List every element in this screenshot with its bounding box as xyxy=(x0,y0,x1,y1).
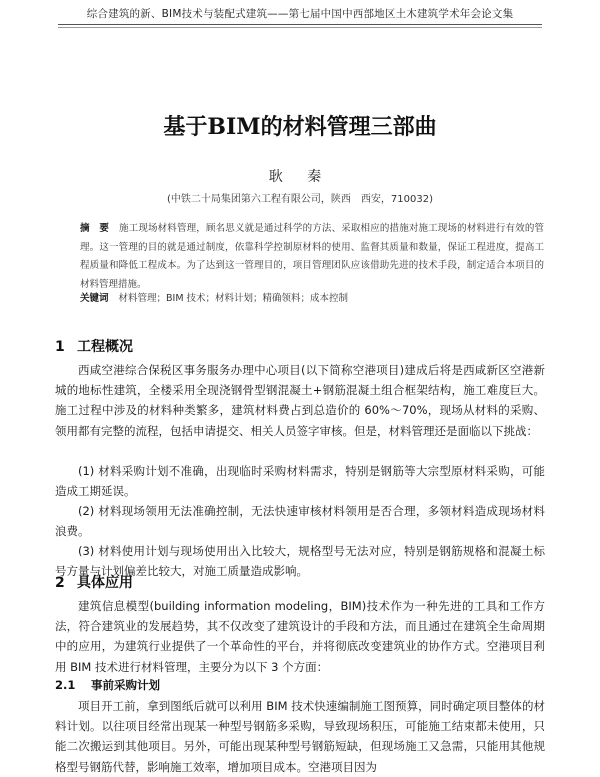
header-rule-secondary xyxy=(58,27,542,28)
subsection-2-1-paragraph: 项目开工前，拿到图纸后就可以利用 BIM 技术快速编制施工图预算，同时确定项目整体的材料计划。以往项目经常出现某一种型号钢筋多采购，导致现场积压，可能施工结束都未使用，只能二次搬运到其他项目。另外，可能出现某种型号钢筋短缺，但现场施工又急需，只能用其他规格型号钢筋代替，影响施工效率，增加项目成本。空港项目因为 xyxy=(55,699,545,774)
section-2-paragraph-1: 建筑信息模型(building information modeling，BIM)技术作为一种先进的工具和工作方法，符合建筑业的发展趋势，其不仅改变了建筑设计的手段和方法，而且通过在建筑全生命周期中的应用，为建筑行业提供了一个革命性的平台，并将彻底改变建筑业的协作方式。空港项目利用 BIM 技术进行材料管理，主要分为以下 3 个方面： xyxy=(55,599,545,674)
abstract-text: 施工现场材料管理，顾名思义就是通过科学的方法、采取相应的措施对施工现场的材料进行有效的管理。这一管理的目的就是通过制度，依靠科学控制原材料的使用、监督其质量和数量，保证工程进度，提高工程质量和降低工程成本。为了达到这一管理目的，项目管理团队应该借助先进的技术手段，制定适合本项目的材料管理措施。 xyxy=(80,223,544,290)
keywords-label: 关键词 xyxy=(80,293,109,304)
section-2-title: 具体应用 xyxy=(77,575,133,591)
keywords xyxy=(80,290,544,308)
subsection-2-1-title: 事前采购计划 xyxy=(91,678,160,692)
section-2-heading xyxy=(55,572,133,592)
section-1-title: 工程概况 xyxy=(77,339,133,355)
section-1-paragraph-1: 西咸空港综合保税区事务服务办理中心项目(以下简称空港项目)建成后将是西咸新区空港新城的地标性建筑，全楼采用全现浇钢骨型钢混凝土+钢筋混凝土组合框架结构，施工难度巨大。施工过程中涉及的材料种类繁多，建筑材料费占到总造价的 60%～70%，现场从材料的采购、领用都有完整的流程，包括申请提交、相关人员签字审核。但是，材料管理还是面临以下挑战： xyxy=(55,363,545,438)
running-head: 综合建筑的新、BIM技术与装配式建筑——第七届中国中西部地区土木建筑学术年会论文集 xyxy=(86,8,514,20)
subsection-2-1-number: 2.1 xyxy=(55,678,76,692)
section-1-paragraph-3: (2) 材料现场领用无法准确控制，无法快速审核材料领用是否合理，多领材料造成现场材料浪费。 xyxy=(55,504,545,539)
affiliation: (中铁二十局集团第六工程有限公司，陕西 西安，710032) xyxy=(167,194,433,205)
section-2-number: 2 xyxy=(55,575,65,591)
paper-title: 基于BIM的材料管理三部曲 xyxy=(163,114,437,140)
author: 耿 秦 xyxy=(268,169,332,185)
keywords-text: 材料管理；BIM 技术；材料计划；精确领料；成本控制 xyxy=(118,293,349,304)
subsection-2-1-heading xyxy=(55,677,160,693)
section-1-number: 1 xyxy=(55,339,65,355)
header-rule xyxy=(58,24,542,25)
section-1-heading xyxy=(55,336,133,356)
abstract xyxy=(80,220,544,294)
section-1-paragraph-4: (3) 材料使用计划与现场使用出入比较大，规格型号无法对应，特别是钢筋规格和混凝土标号方量与计划偏差比较大，对施工质量造成影响。 xyxy=(55,544,545,579)
section-1-paragraph-2: (1) 材料采购计划不准确，出现临时采购材料需求，特别是钢筋等大宗型原材料采购，可能造成工期延误。 xyxy=(55,464,545,499)
abstract-label: 摘 要 xyxy=(80,223,109,234)
